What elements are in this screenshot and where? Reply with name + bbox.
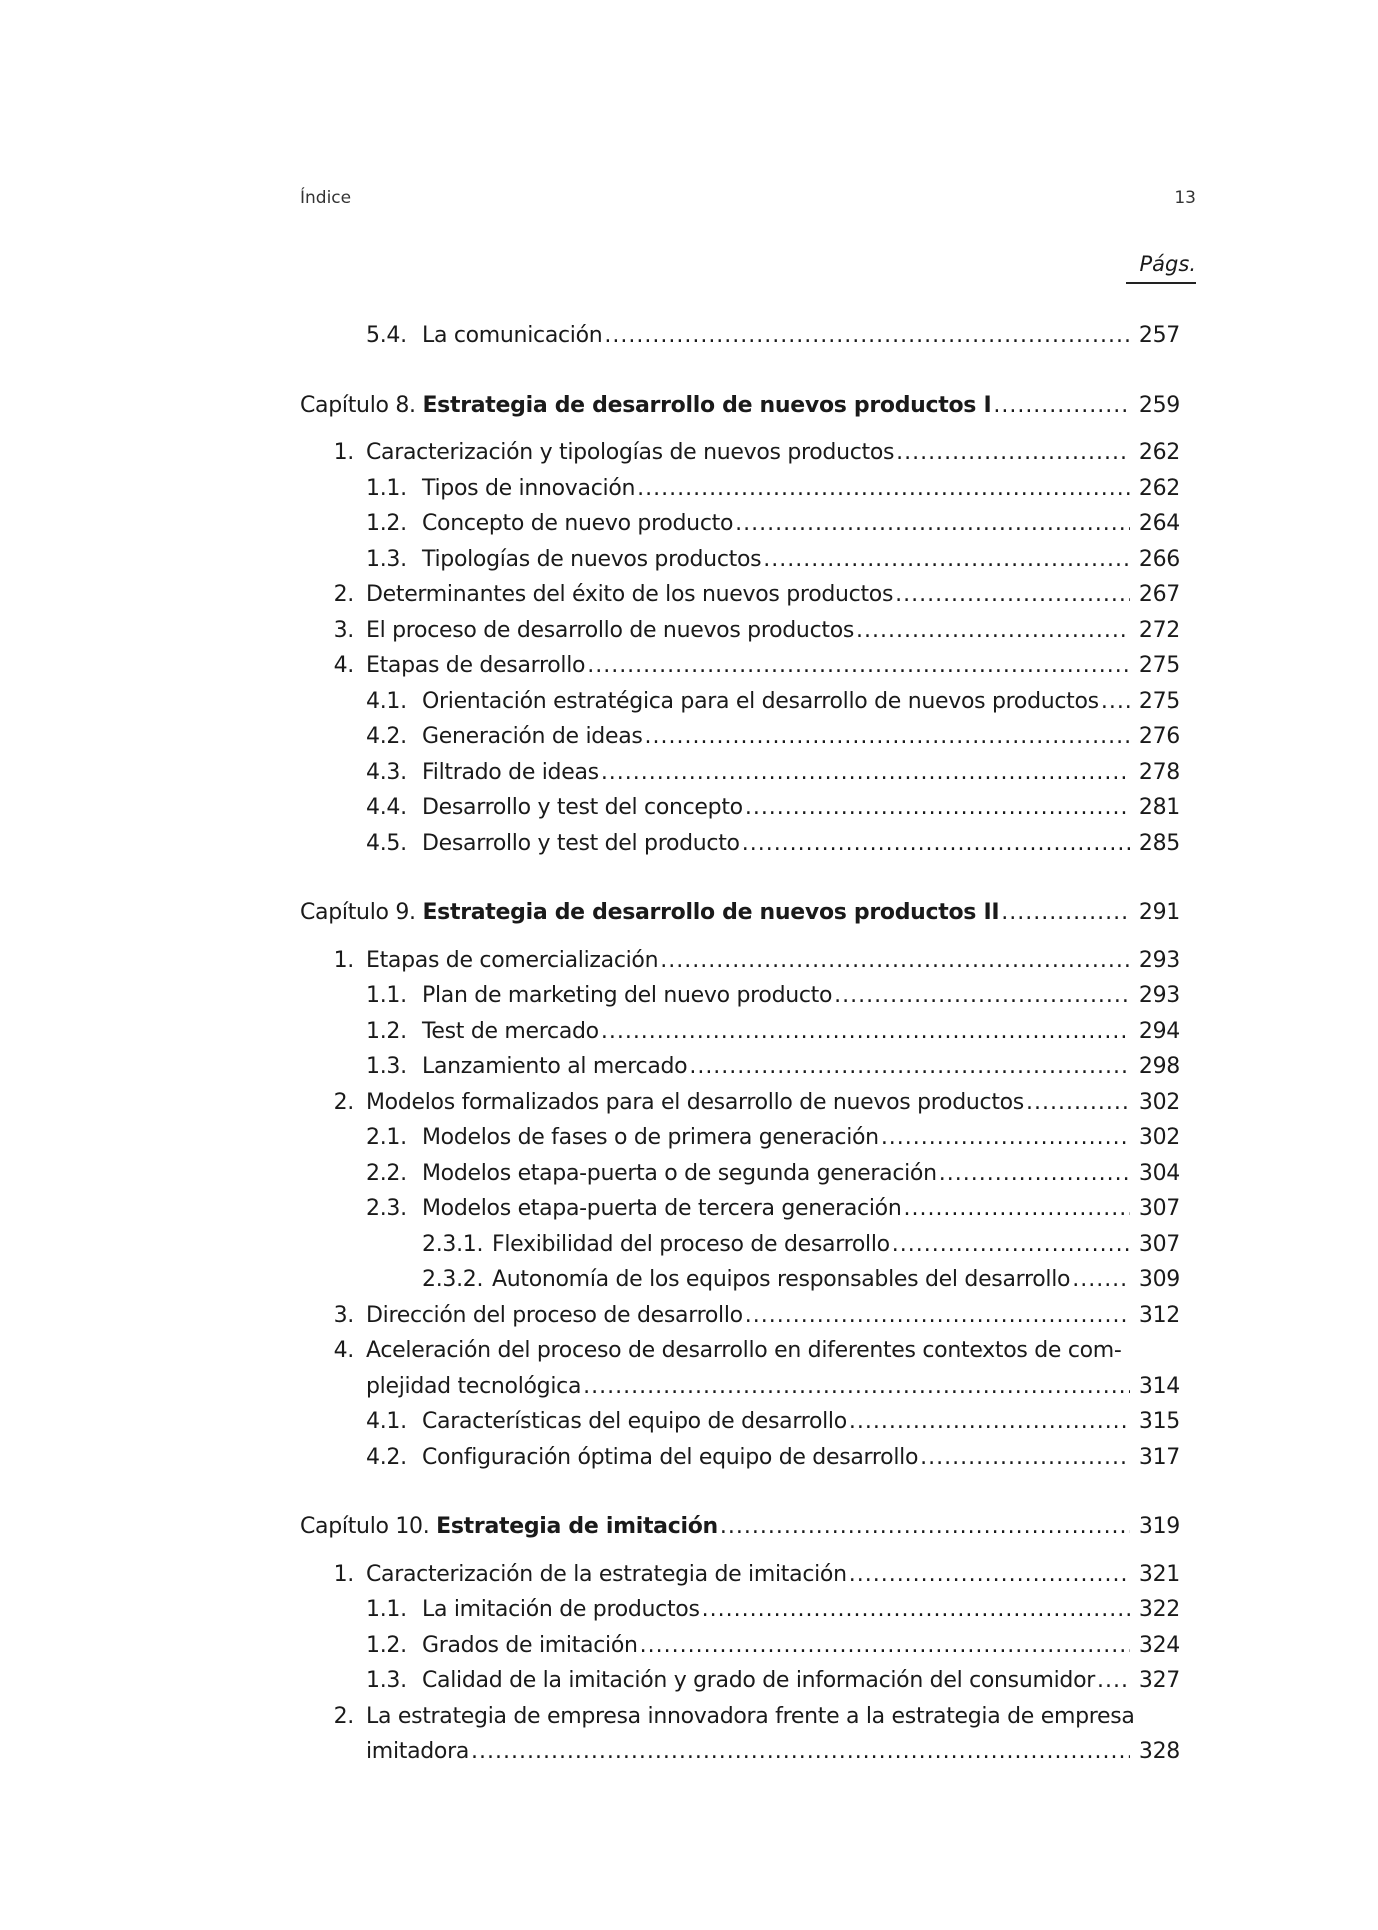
entry-page: 262: [1138, 440, 1180, 465]
entry-label: Lanzamiento al mercado: [422, 1054, 688, 1079]
entry-number: 2.: [333, 1703, 354, 1729]
toc-entry: [300, 684, 1180, 720]
entry-label-line2: plejidad tecnológica: [366, 1373, 582, 1399]
entry-label: Dirección del proceso de desarrollo: [366, 1302, 743, 1328]
entry-number: 2.: [333, 1089, 354, 1115]
toc-entry: [300, 1663, 1180, 1699]
leader-dots: [849, 1557, 1130, 1593]
leader-dots: [601, 1014, 1130, 1050]
entry-label: Generación de ideas: [422, 724, 643, 749]
entry-number: 4.1.: [366, 688, 407, 714]
leader-dots: [471, 1734, 1130, 1770]
toc-entry-wrapped: [300, 1699, 1180, 1735]
entry-number: 1.2.: [366, 1018, 407, 1044]
toc-entry: [300, 1628, 1180, 1664]
leader-dots: [763, 542, 1130, 578]
toc-entry: [300, 1049, 1180, 1085]
chapter-prefix: Capítulo 8.: [300, 392, 416, 418]
entry-label: Desarrollo y test del producto: [422, 830, 740, 856]
leader-dots: [1101, 684, 1130, 720]
entry-page: 291: [1138, 900, 1180, 925]
entry-page: 259: [1138, 392, 1180, 418]
entry-number: 2.2.: [366, 1160, 407, 1186]
toc-entry: [300, 613, 1180, 649]
toc-entry: [300, 435, 1180, 471]
entry-number: 1.3.: [366, 1054, 407, 1079]
chapter-title: Estrategia de imitación: [436, 1514, 718, 1539]
entry-page: 304: [1138, 1160, 1180, 1186]
toc-entry: [300, 1191, 1180, 1227]
toc-entry-wrapped: [300, 1333, 1180, 1369]
entry-label: Plan de marketing del nuevo producto: [422, 983, 833, 1008]
entry-number: 1.1.: [366, 1597, 407, 1622]
entry-number: 3.: [333, 617, 354, 643]
entry-number: 4.: [333, 1338, 354, 1363]
table-of-contents: [300, 318, 1180, 1770]
leader-dots: [892, 1227, 1130, 1263]
leader-dots: [689, 1049, 1130, 1085]
entry-number: 1.1.: [366, 475, 407, 501]
entry-label: El proceso de desarrollo de nuevos productos: [366, 617, 855, 643]
entry-number: 4.3.: [366, 759, 407, 785]
entry-number: 5.4.: [366, 323, 407, 348]
entry-page: 262: [1138, 475, 1180, 501]
entry-number: 2.3.1.: [422, 1231, 484, 1257]
entry-number: 1.3.: [366, 546, 407, 572]
leader-dots: [881, 1120, 1130, 1156]
entry-page: 319: [1138, 1514, 1180, 1539]
leader-dots: [745, 1298, 1130, 1334]
entry-number: 4.2.: [366, 1444, 407, 1470]
entry-label: Concepto de nuevo producto: [422, 511, 734, 536]
toc-entry: [300, 1404, 1180, 1440]
toc-entry: [300, 577, 1180, 613]
leader-dots: [1026, 1085, 1130, 1121]
leader-dots: [742, 826, 1130, 862]
entry-label: Tipologías de nuevos productos: [422, 546, 762, 572]
chapter-prefix: Capítulo 10.: [300, 1514, 430, 1539]
entry-number: 1.: [333, 947, 354, 973]
entry-page: 276: [1138, 724, 1180, 749]
toc-entry: [300, 978, 1180, 1014]
entry-number: 2.1.: [366, 1125, 407, 1150]
toc-entry: [300, 506, 1180, 542]
entry-page: 275: [1138, 653, 1180, 678]
toc-entry: [300, 719, 1180, 755]
entry-number: 4.4.: [366, 795, 407, 820]
leader-dots: [640, 1628, 1130, 1664]
toc-entry: [300, 1085, 1180, 1121]
chapter-entry: [300, 895, 1180, 931]
entry-label: Modelos de fases o de primera generación: [422, 1125, 879, 1150]
entry-page: 322: [1138, 1597, 1180, 1622]
toc-entry: [300, 1298, 1180, 1334]
entry-label: Filtrado de ideas: [422, 759, 599, 785]
entry-number: 1.3.: [366, 1668, 407, 1693]
toc-entry: [300, 790, 1180, 826]
toc-entry: [300, 1440, 1180, 1476]
chapter-entry: [300, 388, 1180, 424]
entry-label: Etapas de desarrollo: [366, 653, 586, 678]
entry-page: 281: [1138, 795, 1180, 820]
entry-label: Calidad de la imitación y grado de información del consumidor: [422, 1668, 1095, 1693]
entry-number: 2.: [333, 582, 354, 607]
entry-number: 3.: [333, 1302, 354, 1328]
entry-page: 285: [1138, 830, 1180, 856]
entry-number: 1.: [333, 440, 354, 465]
entry-label: Autonomía de los equipos responsables del desarrollo: [492, 1267, 1071, 1292]
pages-column-label: Págs.: [1126, 252, 1196, 284]
toc-entry: [300, 1014, 1180, 1050]
entry-page: 327: [1138, 1668, 1180, 1693]
toc-entry: [300, 1227, 1180, 1263]
leader-dots: [896, 435, 1130, 471]
entry-number: 1.2.: [366, 511, 407, 536]
entry-label: La imitación de productos: [422, 1597, 700, 1622]
entry-label: La comunicación: [422, 323, 603, 348]
entry-label: Caracterización de la estrategia de imitación: [366, 1561, 847, 1587]
leader-dots: [587, 648, 1130, 684]
leader-dots: [834, 978, 1130, 1014]
toc-entry: [300, 943, 1180, 979]
entry-number: 1.2.: [366, 1632, 407, 1658]
entry-label: Configuración óptima del equipo de desarrollo: [422, 1444, 919, 1470]
leader-dots: [849, 1404, 1130, 1440]
entry-label: Modelos etapa-puerta o de segunda generación: [422, 1160, 937, 1186]
entry-number: 4.2.: [366, 724, 407, 749]
entry-page: 312: [1138, 1302, 1180, 1328]
toc-entry-continuation: [300, 1734, 1180, 1770]
toc-entry: [300, 1557, 1180, 1593]
leader-dots: [735, 506, 1130, 542]
leader-dots: [1072, 1262, 1130, 1298]
leader-dots: [993, 388, 1130, 424]
chapter-label: [300, 895, 999, 931]
entry-number: 1.: [333, 1561, 354, 1587]
entry-label: Tipos de innovación: [422, 475, 636, 501]
entry-page: 266: [1138, 546, 1180, 572]
leader-dots: [903, 1191, 1130, 1227]
entry-label: Orientación estratégica para el desarrollo de nuevos productos: [422, 688, 1099, 714]
entry-page: 315: [1138, 1409, 1180, 1434]
entry-number: 4.5.: [366, 830, 407, 856]
entry-label: Determinantes del éxito de los nuevos productos: [366, 582, 894, 607]
leader-dots: [583, 1369, 1130, 1405]
leader-dots: [702, 1592, 1130, 1628]
chapter-title: Estrategia de desarrollo de nuevos productos I: [422, 392, 992, 418]
toc-entry: [300, 826, 1180, 862]
toc-entry: [300, 755, 1180, 791]
entry-page: 324: [1138, 1632, 1180, 1658]
chapter-title: Estrategia de desarrollo de nuevos productos II: [422, 900, 1000, 925]
entry-page: 317: [1138, 1444, 1180, 1470]
entry-number: 2.3.: [366, 1196, 407, 1221]
toc-entry: [300, 318, 1180, 354]
entry-page: 272: [1138, 617, 1180, 643]
entry-label: Test de mercado: [422, 1018, 599, 1044]
leader-dots: [895, 577, 1130, 613]
entry-number: 1.1.: [366, 983, 407, 1008]
entry-page: 321: [1138, 1561, 1180, 1587]
leader-dots: [637, 471, 1130, 507]
entry-page: 275: [1138, 688, 1180, 714]
entry-label: Características del equipo de desarrollo: [422, 1409, 847, 1434]
entry-page: 257: [1138, 323, 1180, 348]
toc-entry: [300, 1262, 1180, 1298]
entry-label: Modelos etapa-puerta de tercera generación: [422, 1196, 902, 1221]
leader-dots: [1097, 1663, 1130, 1699]
leader-dots: [601, 755, 1130, 791]
leader-dots: [745, 790, 1130, 826]
entry-label: Desarrollo y test del concepto: [422, 795, 743, 820]
entry-label-line1: Aceleración del proceso de desarrollo en diferentes contextos de com-: [366, 1338, 1122, 1363]
entry-number: 4.1.: [366, 1409, 407, 1434]
entry-page: 302: [1138, 1125, 1180, 1150]
chapter-label: [300, 1509, 718, 1545]
entry-page: 314: [1138, 1373, 1180, 1399]
entry-label: Flexibilidad del proceso de desarrollo: [492, 1231, 890, 1257]
entry-page: 293: [1138, 947, 1180, 973]
entry-page: 293: [1138, 983, 1180, 1008]
entry-number: 4.: [333, 653, 354, 678]
chapter-entry: [300, 1509, 1180, 1545]
entry-page: 307: [1138, 1231, 1180, 1257]
section-title: Índice: [300, 188, 352, 208]
leader-dots: [939, 1156, 1130, 1192]
leader-dots: [920, 1440, 1130, 1476]
entry-page: 278: [1138, 759, 1180, 785]
entry-label: Grados de imitación: [422, 1632, 638, 1658]
entry-label-line1: La estrategia de empresa innovadora frente a la estrategia de empresa: [366, 1703, 1135, 1729]
chapter-prefix: Capítulo 9.: [300, 900, 416, 925]
entry-page: 328: [1138, 1739, 1180, 1764]
entry-label: Modelos formalizados para el desarrollo de nuevos productos: [366, 1089, 1024, 1115]
toc-entry: [300, 1592, 1180, 1628]
leader-dots: [856, 613, 1130, 649]
page-number: 13: [1174, 188, 1196, 208]
entry-number: 2.3.2.: [422, 1267, 484, 1292]
leader-dots: [645, 719, 1130, 755]
chapter-label: [300, 388, 991, 424]
leader-dots: [604, 318, 1130, 354]
entry-page: 264: [1138, 511, 1180, 536]
entry-page: 302: [1138, 1089, 1180, 1115]
toc-entry: [300, 1120, 1180, 1156]
toc-entry: [300, 542, 1180, 578]
toc-entry: [300, 1156, 1180, 1192]
running-head: [300, 188, 1196, 208]
toc-entry: [300, 648, 1180, 684]
entry-label-line2: imitadora: [366, 1739, 470, 1764]
entry-page: 294: [1138, 1018, 1180, 1044]
toc-entry-continuation: [300, 1369, 1180, 1405]
leader-dots: [660, 943, 1130, 979]
toc-entry: [300, 471, 1180, 507]
leader-dots: [720, 1509, 1130, 1545]
entry-page: 309: [1138, 1267, 1180, 1292]
entry-label: Caracterización y tipologías de nuevos productos: [366, 440, 895, 465]
entry-page: 267: [1138, 582, 1180, 607]
entry-page: 307: [1138, 1196, 1180, 1221]
entry-label: Etapas de comercialización: [366, 947, 659, 973]
entry-page: 298: [1138, 1054, 1180, 1079]
leader-dots: [1001, 895, 1130, 931]
